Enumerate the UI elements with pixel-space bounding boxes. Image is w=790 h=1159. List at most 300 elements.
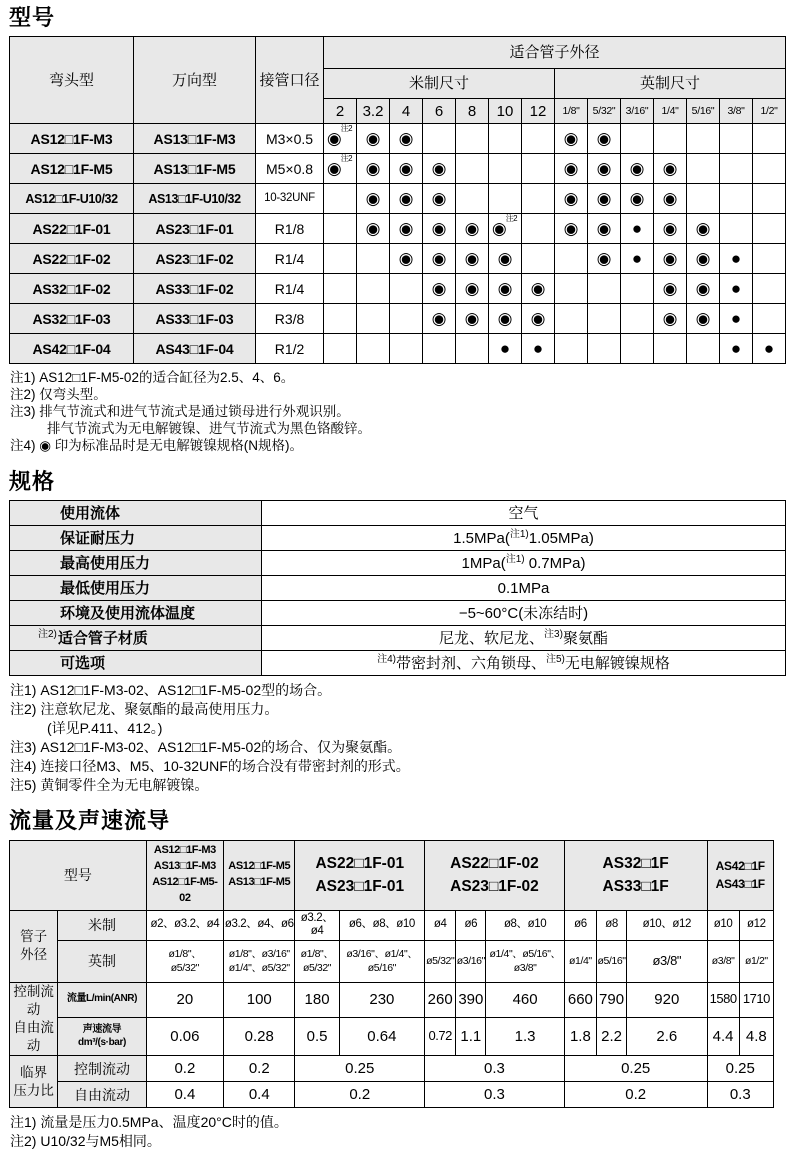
note-line: 注5) 黄铜零件全为无电解镀镍。 (10, 777, 209, 794)
bullseye-dot-icon: ◉ (629, 189, 645, 209)
flow-rate-cell: 390 (456, 982, 486, 1017)
critical-pressure-ratio-label: 临界 压力比 (10, 1056, 58, 1108)
bullseye-dot-icon: ◉ (662, 309, 678, 329)
note-ref-superscript: 注1) (505, 553, 525, 565)
bullseye-dot-icon: ◉ (365, 129, 381, 149)
tube-od-dot-cell (456, 154, 489, 184)
tube-od-dot-cell (588, 124, 621, 154)
inch-od-cell: ø1/4" (564, 940, 596, 982)
metric-od-cell: ø12 (739, 910, 773, 940)
critical-ratio-cell: 0.3 (425, 1056, 565, 1082)
critical-ratio-cell: 0.4 (146, 1082, 223, 1108)
text-segment: 环境及使用流体温度 (60, 604, 196, 622)
bullseye-dot-icon: ◉ (596, 159, 612, 179)
tube-od-dot-cell (489, 184, 522, 214)
tube-od-dot-cell (753, 334, 786, 364)
tube-od-dot-cell (423, 274, 456, 304)
flow-rate-cell: 180 (295, 982, 339, 1017)
note-ref-superscript: 注1) (509, 528, 529, 540)
tube-od-dot-cell (324, 244, 357, 274)
model-row (10, 184, 786, 214)
tube-size-header: 6 (423, 99, 456, 124)
model-row (10, 334, 786, 364)
tube-od-dot-cell (357, 154, 390, 184)
text-segment: 1MPa( (461, 554, 506, 572)
flow-rate-cell: 230 (339, 982, 424, 1017)
tube-od-dot-cell (720, 244, 753, 274)
flow-rate-cell: 1580 (707, 982, 739, 1017)
tube-od-dot-cell (489, 154, 522, 184)
tube-od-dot-cell (588, 304, 621, 334)
flow-header-row (10, 840, 774, 910)
note-ref-superscript: 注3) (544, 628, 563, 640)
text-segment: 保证耐压力 (60, 529, 136, 547)
free-flow-label: 自由流动 (58, 1082, 146, 1108)
bullseye-dot-icon: ◉ (326, 159, 342, 179)
tube-od-dot-cell (753, 124, 786, 154)
universal-model-cell: AS33□1F-02 (134, 274, 256, 304)
tube-od-dot-cell (423, 304, 456, 334)
bullseye-dot-icon: ◉ (464, 219, 480, 239)
tube-od-dot-cell (357, 184, 390, 214)
spec-label-max-pressure (10, 551, 262, 576)
tube-od-dot-cell (522, 184, 555, 214)
tube-od-dot-cell (654, 184, 687, 214)
models-table-body (10, 124, 786, 364)
spec-row (10, 501, 786, 526)
note-line: (详见P.411、412。) (47, 720, 163, 737)
metric-od-cell: ø3.2、ø4 (295, 910, 339, 940)
tube-od-dot-cell (753, 184, 786, 214)
elbow-model-cell: AS22□1F-02 (10, 244, 134, 274)
flow-rate-label: 流量L/min(ANR) (58, 982, 146, 1017)
text-segment: 无电解镀镍规格 (564, 654, 670, 672)
tube-size-header: 10 (489, 99, 522, 124)
models-notes (10, 369, 783, 454)
bullseye-dot-icon: ◉ (398, 159, 414, 179)
bullseye-dot-icon: ◉ (596, 219, 612, 239)
tube-od-dot-cell (720, 334, 753, 364)
text-segment: 1.05MPa) (528, 529, 594, 547)
tube-od-dot-cell (621, 304, 654, 334)
sonic-conductance-row (10, 1017, 774, 1056)
bullseye-dot-icon: ◉ (398, 129, 414, 149)
inch-od-cell: ø1/2" (739, 940, 773, 982)
tube-od-dot-cell (423, 154, 456, 184)
tube-od-dot-cell (555, 214, 588, 244)
bullseye-dot-icon: ◉ (398, 189, 414, 209)
tube-od-dot-cell (720, 304, 753, 334)
tube-od-dot-cell (324, 154, 357, 184)
tube-od-dot-cell (753, 154, 786, 184)
flow-model-group: AS22□1F-02 AS23□1F-02 (425, 840, 565, 910)
universal-model-cell: AS23□1F-02 (134, 244, 256, 274)
tube-od-group-label: 管子 外径 (10, 910, 58, 982)
flow-model-group: AS12□1F-M3 AS13□1F-M3 AS12□1F-M5-02 (146, 840, 223, 910)
bullseye-dot-icon: ◉ (563, 189, 579, 209)
solid-dot-icon: ● (631, 219, 643, 239)
sonic-conductance-cell: 2.2 (596, 1017, 626, 1056)
flow-rate-row (10, 982, 774, 1017)
universal-model-cell: AS23□1F-01 (134, 214, 256, 244)
note-ref-superscript: 注2) (38, 628, 57, 640)
tube-od-dot-cell (654, 214, 687, 244)
bullseye-dot-icon: ◉ (629, 159, 645, 179)
flow-rate-cell: 920 (627, 982, 707, 1017)
metric-od-cell: ø3.2、ø4、ø6 (224, 910, 295, 940)
bullseye-dot-icon: ◉ (662, 219, 678, 239)
note-line: 注2) 仅弯头型。 (10, 387, 107, 403)
bullseye-dot-icon: ◉ (365, 159, 381, 179)
metric-od-cell: ø4 (425, 910, 456, 940)
text-segment: 可选项 (60, 654, 106, 672)
tube-od-dot-cell (654, 304, 687, 334)
universal-model-cell: AS13□1F-M5 (134, 154, 256, 184)
section-flow (9, 809, 783, 1151)
critical-controlled-row (10, 1056, 774, 1082)
tube-od-dot-cell (522, 124, 555, 154)
tube-od-dot-cell (687, 274, 720, 304)
critical-ratio-cell: 0.2 (564, 1082, 707, 1108)
metric-od-cell: ø8、ø10 (486, 910, 564, 940)
critical-ratio-cell: 0.25 (564, 1056, 707, 1082)
models-header-row-1 (10, 37, 786, 69)
tube-od-dot-cell (588, 214, 621, 244)
tube-od-dot-cell (588, 154, 621, 184)
tube-od-dot-cell (555, 304, 588, 334)
section-models (9, 6, 783, 454)
tube-od-dot-cell (753, 274, 786, 304)
tube-od-dot-cell (423, 244, 456, 274)
models-table (9, 36, 786, 364)
elbow-model-cell: AS22□1F-01 (10, 214, 134, 244)
spec-value-min-pressure (262, 576, 786, 601)
sonic-conductance-cell: 4.4 (707, 1017, 739, 1056)
bullseye-dot-icon: ◉ (464, 309, 480, 329)
note-line: 注1) AS12□1F-M5-02的适合缸径为2.5、4、6。 (10, 370, 295, 386)
sonic-conductance-cell: 4.8 (739, 1017, 773, 1056)
port-size-cell: M5×0.8 (256, 154, 324, 184)
tube-od-dot-cell (687, 184, 720, 214)
universal-type-header: 万向型 (134, 37, 256, 124)
tube-od-dot-cell (423, 334, 456, 364)
bullseye-dot-icon: ◉ (431, 189, 447, 209)
spec-label-fluid (10, 501, 262, 526)
tube-od-dot-cell (390, 304, 423, 334)
tube-od-dot-cell (456, 274, 489, 304)
bullseye-dot-icon: ◉ (695, 249, 711, 269)
bullseye-dot-icon: ◉ (662, 279, 678, 299)
metric-size-group-header: 米制尺寸 (324, 69, 555, 99)
tube-od-dot-cell (621, 334, 654, 364)
metric-od-cell: ø8 (596, 910, 626, 940)
tube-od-dot-cell (357, 124, 390, 154)
tube-od-dot-cell (357, 274, 390, 304)
tube-od-dot-cell (621, 274, 654, 304)
port-size-cell: R1/4 (256, 274, 324, 304)
tube-od-dot-cell (489, 274, 522, 304)
flow-rate-cell: 460 (486, 982, 564, 1017)
tube-od-dot-cell (720, 154, 753, 184)
dot-note-ref: 注2 (505, 214, 518, 224)
note-ref-superscript: 注4) (377, 653, 396, 665)
text-segment: 最低使用压力 (60, 579, 151, 597)
bullseye-dot-icon: ◉ (695, 309, 711, 329)
tube-od-dot-cell (720, 274, 753, 304)
spec-label-tube-material (10, 626, 262, 651)
bullseye-dot-icon: ◉ (431, 249, 447, 269)
applicable-tube-od-header: 适合管子外径 (324, 37, 786, 69)
solid-dot-icon: ● (763, 339, 775, 359)
bullseye-dot-icon: ◉ (530, 279, 546, 299)
tube-od-dot-cell (489, 124, 522, 154)
spec-notes (10, 681, 783, 795)
note-line: 注4) 连接口径M3、M5、10-32UNF的场合没有带密封剂的形式。 (10, 758, 410, 775)
bullseye-dot-icon: ◉ (497, 309, 513, 329)
bullseye-dot-icon: ◉ (530, 309, 546, 329)
controlled-flow-label: 控制流动 (58, 1056, 146, 1082)
port-size-cell: M3×0.5 (256, 124, 324, 154)
tube-size-header: 12 (522, 99, 555, 124)
tube-size-header: 5/16" (687, 99, 720, 124)
flow-model-group: AS22□1F-01 AS23□1F-01 (295, 840, 425, 910)
sonic-conductance-cell: 1.8 (564, 1017, 596, 1056)
bullseye-dot-icon: ◉ (563, 219, 579, 239)
tube-od-dot-cell (456, 214, 489, 244)
tube-od-dot-cell (357, 244, 390, 274)
solid-dot-icon: ● (730, 309, 742, 329)
tube-od-dot-cell (390, 274, 423, 304)
tube-od-dot-cell (687, 214, 720, 244)
tube-od-dot-cell (390, 244, 423, 274)
sonic-conductance-label: 声速流导 dm³/(s·bar) (58, 1017, 146, 1056)
critical-ratio-cell: 0.2 (295, 1082, 425, 1108)
tube-od-dot-cell (456, 184, 489, 214)
elbow-model-cell: AS12□1F-M5 (10, 154, 134, 184)
dot-note-ref: 注2 (340, 154, 353, 164)
text-segment: 0.1MPa (497, 579, 550, 597)
spec-value-tube-material (262, 626, 786, 651)
tube-od-dot-cell (687, 154, 720, 184)
spec-value-fluid (262, 501, 786, 526)
metric-od-cell: ø6 (456, 910, 486, 940)
spec-row (10, 626, 786, 651)
tube-od-dot-cell (390, 184, 423, 214)
bullseye-dot-icon: ◉ (365, 219, 381, 239)
tube-od-dot-cell (489, 214, 522, 244)
tube-od-dot-cell (522, 214, 555, 244)
elbow-model-cell: AS12□1F-U10/32 (10, 184, 134, 214)
flow-rate-cell: 660 (564, 982, 596, 1017)
tube-od-dot-cell (687, 304, 720, 334)
bullseye-dot-icon: ◉ (431, 309, 447, 329)
bullseye-dot-icon: ◉ (596, 129, 612, 149)
bullseye-dot-icon: ◉ (464, 249, 480, 269)
tube-od-dot-cell (654, 154, 687, 184)
port-size-cell: R1/2 (256, 334, 324, 364)
note-line: 注2) U10/32与M5相同。 (10, 1133, 161, 1150)
tube-od-dot-cell (522, 244, 555, 274)
bullseye-dot-icon: ◉ (695, 279, 711, 299)
tube-od-dot-cell (423, 124, 456, 154)
dot-note-ref: 注2 (340, 124, 353, 134)
text-segment: 0.7MPa) (524, 554, 586, 572)
tube-od-dot-cell (720, 124, 753, 154)
note-line: 注2) 注意软尼龙、聚氨酯的最高使用压力。 (10, 701, 279, 718)
tube-od-dot-cell (555, 334, 588, 364)
solid-dot-icon: ● (499, 339, 511, 359)
tube-od-dot-cell (357, 334, 390, 364)
solid-dot-icon: ● (730, 249, 742, 269)
spec-section-title: 规格 (9, 469, 56, 495)
sonic-conductance-cell: 0.72 (425, 1017, 456, 1056)
inch-od-cell: ø3/8" (627, 940, 707, 982)
text-segment: −5~60°C(未冻结时) (458, 604, 589, 622)
tube-od-dot-cell (621, 124, 654, 154)
text-segment: 适合管子材质 (57, 629, 148, 647)
tube-od-dot-cell (720, 184, 753, 214)
universal-model-cell: AS13□1F-U10/32 (134, 184, 256, 214)
tube-size-header: 1/2" (753, 99, 786, 124)
inch-od-cell: ø5/32" (425, 940, 456, 982)
spec-row (10, 576, 786, 601)
inch-od-cell: ø5/16" (596, 940, 626, 982)
inch-od-cell: ø1/8"、 ø5/32" (295, 940, 339, 982)
spec-label-temperature (10, 601, 262, 626)
sonic-conductance-cell: 0.64 (339, 1017, 424, 1056)
tube-size-header: 1/8" (555, 99, 588, 124)
bullseye-dot-icon: ◉ (326, 129, 342, 149)
inch-od-cell: ø3/16"、ø1/4"、 ø5/16" (339, 940, 424, 982)
bullseye-dot-icon: ◉ (497, 249, 513, 269)
flow-rate-cell: 20 (146, 982, 223, 1017)
model-row (10, 244, 786, 274)
tube-od-dot-cell (654, 124, 687, 154)
critical-ratio-cell: 0.2 (224, 1056, 295, 1082)
inch-size-group-header: 英制尺寸 (555, 69, 786, 99)
bullseye-dot-icon: ◉ (464, 279, 480, 299)
flow-model-header: 型号 (10, 840, 147, 910)
note-line: 注1) 流量是压力0.5MPa、温度20°C时的值。 (10, 1114, 288, 1131)
tube-od-dot-cell (390, 124, 423, 154)
flow-model-group: AS32□1F AS33□1F (564, 840, 707, 910)
tube-od-dot-cell (621, 184, 654, 214)
tube-od-dot-cell (456, 334, 489, 364)
tube-od-dot-cell (390, 214, 423, 244)
solid-dot-icon: ● (532, 339, 544, 359)
critical-ratio-cell: 0.2 (146, 1056, 223, 1082)
model-row (10, 304, 786, 334)
inch-od-cell: ø1/8"、ø3/16" ø1/4"、ø5/32" (224, 940, 295, 982)
elbow-model-cell: AS42□1F-04 (10, 334, 134, 364)
port-size-cell: R1/4 (256, 244, 324, 274)
model-row (10, 154, 786, 184)
metric-od-cell: ø10 (707, 910, 739, 940)
tube-od-dot-cell (456, 244, 489, 274)
tube-od-dot-cell (489, 304, 522, 334)
inch-od-cell: ø3/16" (456, 940, 486, 982)
flow-rate-cell: 260 (425, 982, 456, 1017)
tube-od-dot-cell (489, 334, 522, 364)
tube-size-header: 3/8" (720, 99, 753, 124)
tube-od-dot-cell (555, 124, 588, 154)
tube-od-dot-cell (588, 334, 621, 364)
bullseye-dot-icon: ◉ (398, 249, 414, 269)
model-row (10, 214, 786, 244)
tube-od-dot-cell (621, 154, 654, 184)
flow-model-group: AS42□1F AS43□1F (707, 840, 773, 910)
critical-ratio-cell: 0.25 (295, 1056, 425, 1082)
universal-model-cell: AS13□1F-M3 (134, 124, 256, 154)
text-segment: 最高使用压力 (60, 554, 151, 572)
spec-label-options (10, 651, 262, 676)
spec-row (10, 601, 786, 626)
bullseye-dot-icon: ◉ (365, 189, 381, 209)
tube-od-dot-cell (753, 214, 786, 244)
tube-od-dot-cell (522, 154, 555, 184)
note-line: 注4) ◉ 印为标准品时是无电解镀镍规格(N规格)。 (10, 438, 304, 454)
spec-row (10, 551, 786, 576)
tube-size-header: 4 (390, 99, 423, 124)
tube-od-dot-cell (489, 244, 522, 274)
tube-od-dot-cell (324, 184, 357, 214)
spec-row (10, 651, 786, 676)
sonic-conductance-cell: 0.06 (146, 1017, 223, 1056)
flow-notes (10, 1113, 783, 1151)
tube-od-dot-cell (555, 184, 588, 214)
text-segment: 空气 (508, 504, 539, 522)
tube-od-dot-cell (423, 184, 456, 214)
spec-table (9, 500, 786, 676)
tube-od-dot-cell (390, 334, 423, 364)
bullseye-dot-icon: ◉ (563, 159, 579, 179)
flow-metric-row (10, 910, 774, 940)
bullseye-dot-icon: ◉ (662, 249, 678, 269)
tube-od-dot-cell (324, 304, 357, 334)
tube-od-dot-cell (555, 244, 588, 274)
flow-inch-row (10, 940, 774, 982)
elbow-type-header: 弯头型 (10, 37, 134, 124)
text-segment: 1.5MPa( (453, 529, 510, 547)
spec-label-proof-pressure (10, 526, 262, 551)
tube-od-dot-cell (687, 124, 720, 154)
tube-size-header: 5/32" (588, 99, 621, 124)
sonic-conductance-cell: 2.6 (627, 1017, 707, 1056)
tube-od-dot-cell (324, 124, 357, 154)
tube-od-dot-cell (390, 154, 423, 184)
model-row (10, 274, 786, 304)
tube-od-dot-cell (621, 244, 654, 274)
tube-od-dot-cell (423, 214, 456, 244)
tube-od-dot-cell (588, 244, 621, 274)
bullseye-dot-icon: ◉ (563, 129, 579, 149)
tube-od-dot-cell (588, 274, 621, 304)
note-line: 注3) AS12□1F-M3-02、AS12□1F-M5-02的场合、仅为聚氨酯。 (10, 739, 402, 756)
spec-value-temperature (262, 601, 786, 626)
sonic-conductance-cell: 0.5 (295, 1017, 339, 1056)
bullseye-dot-icon: ◉ (431, 159, 447, 179)
metric-row-label: 米制 (58, 910, 146, 940)
bullseye-dot-icon: ◉ (662, 189, 678, 209)
text-segment: 使用流体 (60, 504, 121, 522)
tube-od-dot-cell (654, 334, 687, 364)
bullseye-dot-icon: ◉ (695, 219, 711, 239)
tube-od-dot-cell (357, 304, 390, 334)
models-section-title: 型号 (9, 5, 56, 30)
bullseye-dot-icon: ◉ (497, 279, 513, 299)
inch-od-cell: ø1/4"、ø5/16"、 ø3/8" (486, 940, 564, 982)
bullseye-dot-icon: ◉ (596, 189, 612, 209)
